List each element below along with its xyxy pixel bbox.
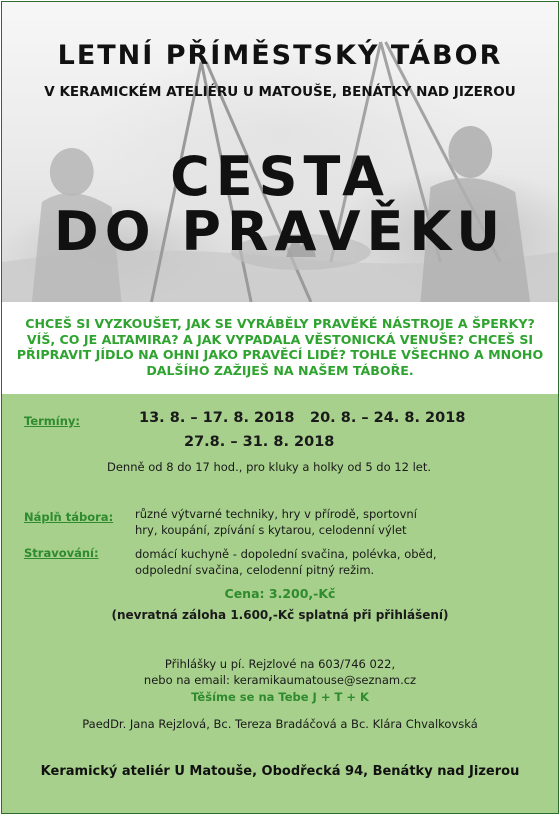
- meals-line-2: odpolední svačina, celodenní pitný režim.: [135, 563, 375, 577]
- meals-label: Stravování:: [24, 546, 99, 560]
- intro-text: CHCEŠ SI VYZKOUŠET, JAK SE VYRÁBĚLY PRAVĚKÉ NÁSTROJE A ŠPERKY? VÍŠ, CO JE ALTAMIRA? A JAK VYPADALA VĚSTONICKÁ VENUŠE? CHCEŠ SI PŘIPRAVIT JÍDLO NA OHNI JAKO PRAVĚCÍ LIDÉ? TOHLE VŠECHNO A MNOHO DALŠÍHO ZAŽIJEŠ NA NAŠEM TÁBOŘE.: [16, 316, 544, 378]
- address-footer: Keramický ateliér U Matouše, Obodřecká 94, Benátky nad Jizerou: [40, 764, 520, 779]
- contact-phone: Přihlášky u pí. Rejzlové na 603/746 022,: [164, 657, 396, 671]
- camp-title: LETNÍ PŘÍMĚSTSKÝ TÁBOR: [57, 40, 503, 71]
- camp-subtitle: V KERAMICKÉM ATELIÉRU U MATOUŠE, BENÁTKY NAD JIZEROU: [44, 84, 516, 100]
- date-range-1: 13. 8. – 17. 8. 2018: [139, 410, 295, 426]
- prehistoric-illustration: [2, 2, 558, 302]
- program-label: Náplň tábora:: [24, 510, 114, 524]
- date-range-3: 27.8. – 31. 8. 2018: [184, 434, 335, 450]
- program-line-1: různé výtvarné techniky, hry v přírodě, sportovní: [135, 507, 417, 521]
- headline-line-1: CESTA: [170, 145, 390, 208]
- price: Cena: 3.200,-Kč: [224, 586, 336, 601]
- schedule-label: Termíny:: [24, 414, 80, 428]
- date-range-2: 20. 8. – 24. 8. 2018: [310, 410, 466, 426]
- contact-email: nebo na email: keramikaumatouse@seznam.cz: [143, 673, 417, 687]
- deposit-note: (nevratná záloha 1.600,-Kč splatná při přihlášení): [111, 608, 449, 622]
- daily-schedule: Denně od 8 do 17 hod., pro kluky a holky od 5 do 12 let.: [107, 460, 432, 474]
- program-line-2: hry, koupání, zpívání s kytarou, celodenní výlet: [135, 523, 407, 537]
- greeting: Těšíme se na Tebe J + T + K: [191, 690, 369, 704]
- info-panel: [2, 394, 558, 814]
- headline-line-2: DO PRAVĚKU: [53, 200, 507, 263]
- meals-line-1: domácí kuchyně - dopolední svačina, polévka, oběd,: [135, 547, 437, 561]
- intro-section: [2, 302, 558, 394]
- poster: [1, 1, 559, 814]
- organizers: PaedDr. Jana Rejzlová, Bc. Tereza Bradáčová a Bc. Klára Chvalkovská: [82, 717, 478, 731]
